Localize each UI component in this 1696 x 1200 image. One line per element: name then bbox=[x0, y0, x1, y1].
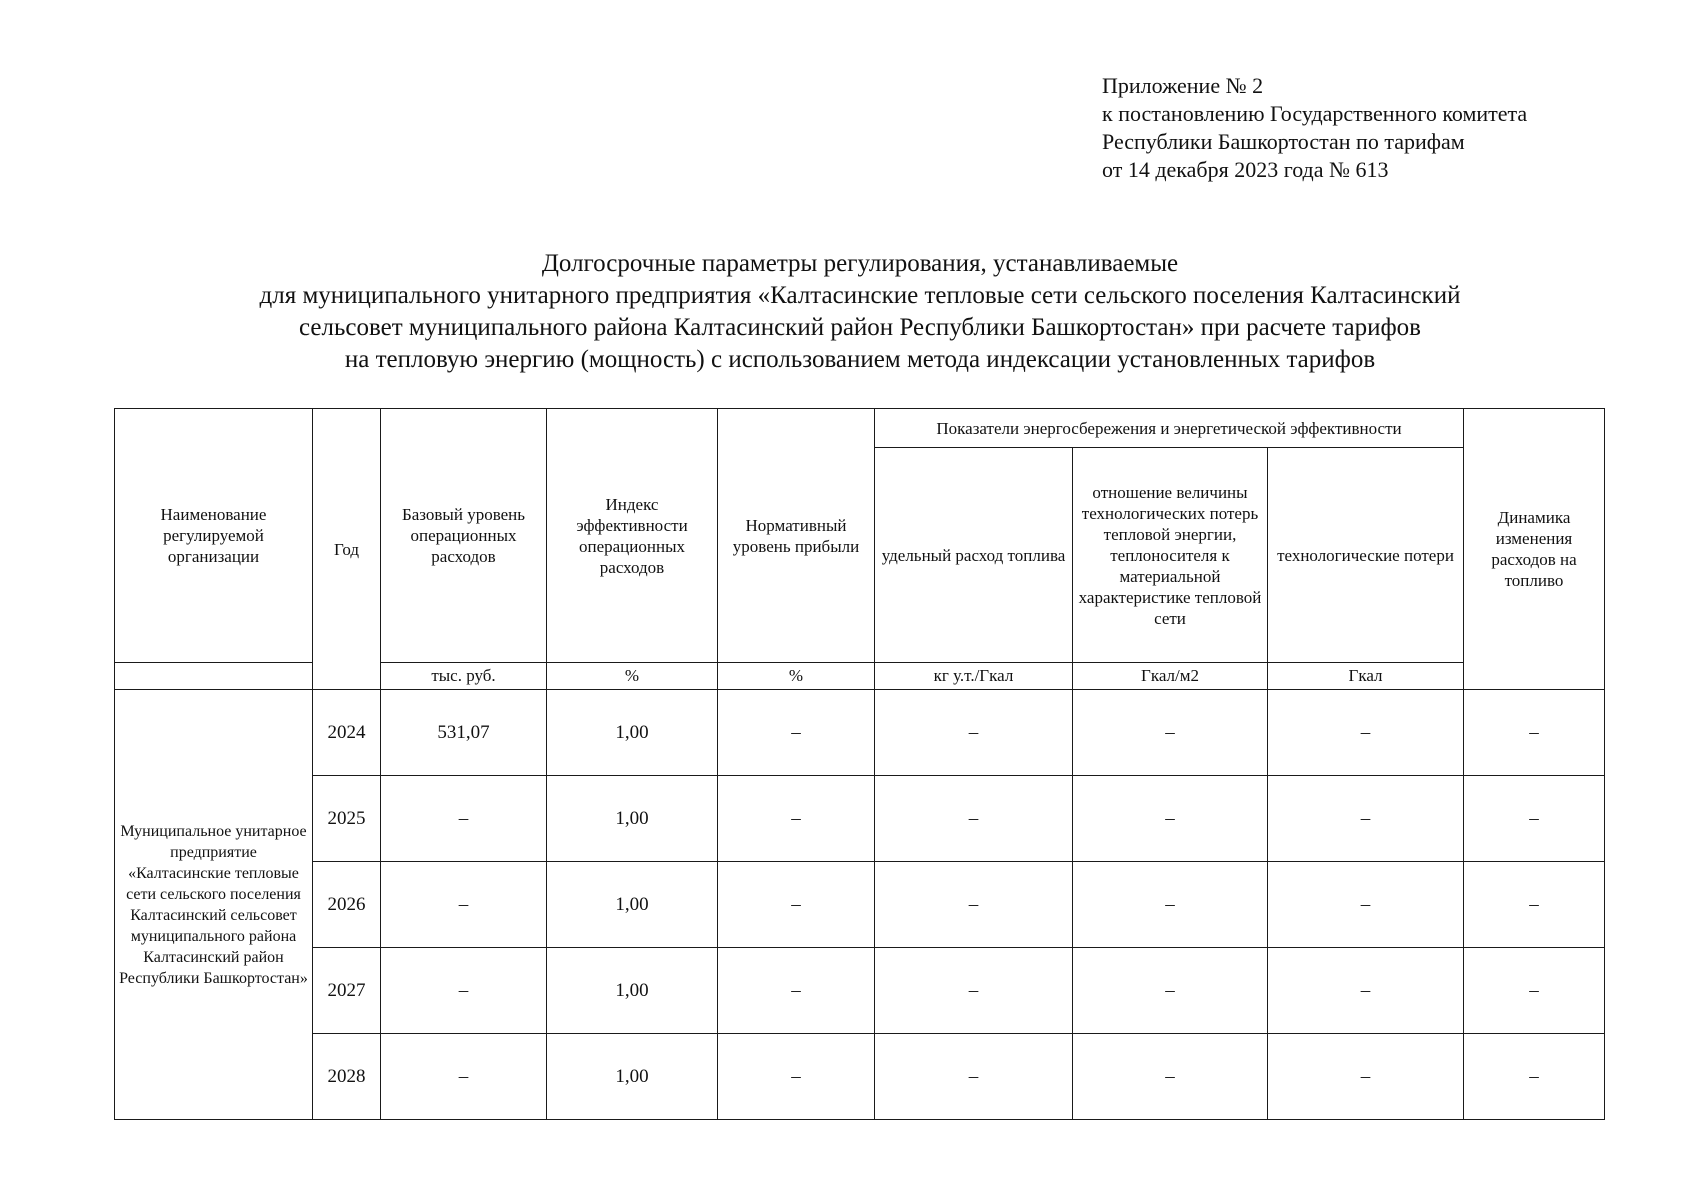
header-efficiency-index: Индекс эффективности операционных расходов bbox=[547, 409, 718, 663]
cell-fuel-consumption: – bbox=[875, 1034, 1073, 1120]
header-year: Год bbox=[313, 409, 381, 690]
cell-efficiency-index: 1,00 bbox=[547, 1034, 718, 1120]
cell-efficiency-index: 1,00 bbox=[547, 948, 718, 1034]
title-line-3: сельсовет муниципального района Калтасинский район Республики Башкортостан» при расчете тарифов bbox=[299, 314, 1421, 341]
cell-fuel-consumption: – bbox=[875, 690, 1073, 776]
unit-base-level: тыс. руб. bbox=[381, 663, 547, 690]
header-loss-ratio: отношение величины технологических потерь тепловой энергии, теплоносителя к материальной характеристике тепловой сети bbox=[1073, 448, 1268, 663]
unit-efficiency-index: % bbox=[547, 663, 718, 690]
unit-profit-level: % bbox=[718, 663, 875, 690]
cell-loss-ratio: – bbox=[1073, 690, 1268, 776]
table-row bbox=[115, 948, 1605, 1034]
annex-reference: к постановлению Государственного комитета bbox=[1102, 101, 1528, 126]
table-row bbox=[115, 1034, 1605, 1120]
cell-tech-losses: – bbox=[1268, 948, 1464, 1034]
unit-tech-losses: Гкал bbox=[1268, 663, 1464, 690]
cell-profit-level: – bbox=[718, 948, 875, 1034]
cell-fuel-dynamics: – bbox=[1464, 1034, 1605, 1120]
cell-profit-level: – bbox=[718, 1034, 875, 1120]
cell-tech-losses: – bbox=[1268, 776, 1464, 862]
header-energy-group: Показатели энергосбережения и энергетической эффективности bbox=[875, 409, 1464, 448]
header-tech-losses: технологические потери bbox=[1268, 448, 1464, 663]
cell-base-level: – bbox=[381, 776, 547, 862]
parameters-table bbox=[114, 408, 1605, 1120]
cell-tech-losses: – bbox=[1268, 690, 1464, 776]
cell-tech-losses: – bbox=[1268, 862, 1464, 948]
table-row bbox=[115, 776, 1605, 862]
annex-authority: Республики Башкортостан по тарифам bbox=[1102, 129, 1465, 154]
title-line-1: Долгосрочные параметры регулирования, устанавливаемые bbox=[541, 250, 1179, 277]
header-org: Наименование регулируемой организации bbox=[115, 409, 313, 663]
cell-loss-ratio: – bbox=[1073, 1034, 1268, 1120]
annex-number: Приложение № 2 bbox=[1102, 73, 1264, 98]
cell-base-level: – bbox=[381, 862, 547, 948]
cell-loss-ratio: – bbox=[1073, 776, 1268, 862]
cell-fuel-dynamics: – bbox=[1464, 776, 1605, 862]
header-row-group bbox=[115, 409, 1605, 448]
cell-loss-ratio: – bbox=[1073, 948, 1268, 1034]
header-base-level: Базовый уровень операционных расходов bbox=[381, 409, 547, 663]
unit-fuel-consumption: кг у.т./Гкал bbox=[875, 663, 1073, 690]
cell-base-level: – bbox=[381, 948, 547, 1034]
cell-fuel-consumption: – bbox=[875, 776, 1073, 862]
unit-loss-ratio: Гкал/м2 bbox=[1073, 663, 1268, 690]
cell-efficiency-index: 1,00 bbox=[547, 690, 718, 776]
document-title bbox=[120, 248, 1600, 376]
header-profit-level: Нормативный уровень прибыли bbox=[718, 409, 875, 663]
cell-profit-level: – bbox=[718, 690, 875, 776]
cell-year: 2027 bbox=[313, 948, 381, 1034]
cell-base-level: – bbox=[381, 1034, 547, 1120]
annex-date: от 14 декабря 2023 года № 613 bbox=[1102, 157, 1389, 182]
cell-base-level: 531,07 bbox=[381, 690, 547, 776]
cell-profit-level: – bbox=[718, 776, 875, 862]
cell-year: 2026 bbox=[313, 862, 381, 948]
cell-fuel-dynamics: – bbox=[1464, 690, 1605, 776]
cell-fuel-consumption: – bbox=[875, 862, 1073, 948]
header-fuel-consumption: удельный расход топлива bbox=[875, 448, 1073, 663]
cell-efficiency-index: 1,00 bbox=[547, 862, 718, 948]
org-name-cell: Муниципальное унитарное предприятие «Калтасинские тепловые сети сельского поселения Калтасинский сельсовет муниципального района Калтасинский район Республики Башкортостан» bbox=[115, 690, 313, 1120]
title-line-4: на тепловую энергию (мощность) с использованием метода индексации установленных тарифов bbox=[344, 346, 1376, 373]
cell-year: 2028 bbox=[313, 1034, 381, 1120]
cell-year: 2025 bbox=[313, 776, 381, 862]
table-row bbox=[115, 690, 1605, 776]
annex-note bbox=[1102, 72, 1527, 184]
table-row bbox=[115, 862, 1605, 948]
title-line-2: для муниципального унитарного предприятия «Калтасинские тепловые сети сельского поселения Калтасинский bbox=[259, 282, 1461, 309]
cell-fuel-consumption: – bbox=[875, 948, 1073, 1034]
cell-efficiency-index: 1,00 bbox=[547, 776, 718, 862]
cell-fuel-dynamics: – bbox=[1464, 948, 1605, 1034]
cell-year: 2024 bbox=[313, 690, 381, 776]
cell-profit-level: – bbox=[718, 862, 875, 948]
cell-fuel-dynamics: – bbox=[1464, 862, 1605, 948]
unit-org-empty bbox=[115, 663, 313, 690]
cell-tech-losses: – bbox=[1268, 1034, 1464, 1120]
header-fuel-dynamics: Динамика изменения расходов на топливо bbox=[1464, 409, 1605, 690]
cell-loss-ratio: – bbox=[1073, 862, 1268, 948]
